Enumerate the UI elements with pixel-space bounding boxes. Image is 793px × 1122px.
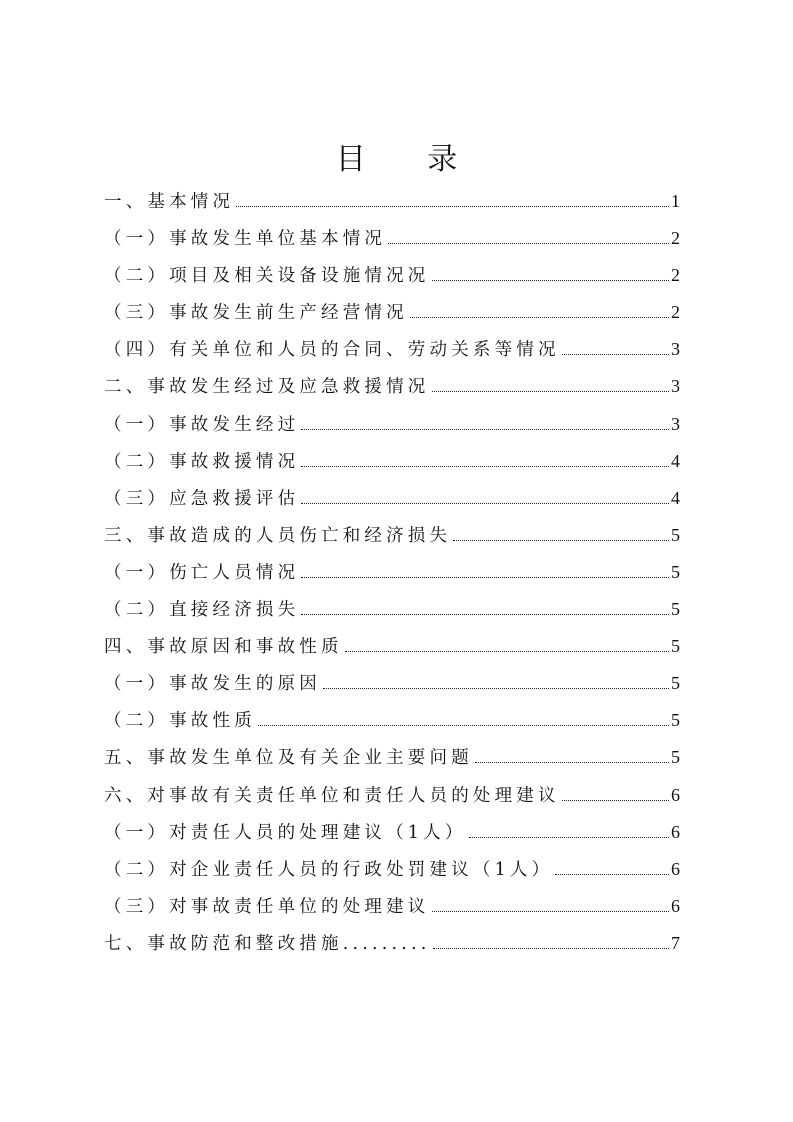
toc-entry-label: 四、事故原因和事故性质 [104, 637, 343, 658]
toc-dot-leader [388, 243, 669, 244]
toc-entry-page: 5 [671, 636, 680, 657]
toc-entry-page: 3 [671, 413, 680, 434]
toc-entry[interactable] [104, 554, 680, 591]
toc-dot-leader [453, 540, 669, 541]
page-title: 目 录 [335, 142, 484, 177]
toc-entry[interactable] [104, 220, 680, 257]
toc-entry[interactable] [104, 257, 680, 294]
toc-entry-label: 一、基本情况 [104, 192, 235, 212]
toc-entry-label: （一）对责任人员的处理建议（1人） [104, 822, 467, 843]
toc-entry-page: 3 [671, 376, 680, 397]
toc-entry-label: （二）事故救援情况 [104, 451, 300, 472]
toc-entry-page: 2 [671, 302, 680, 323]
toc-entry[interactable] [104, 628, 680, 665]
toc-entry-label: （四）有关单位和人员的合同、劳动关系等情况 [104, 340, 560, 361]
toc-dot-leader [433, 948, 669, 949]
toc-entry-label: 七、事故防范和整改措施......... [104, 933, 431, 954]
toc-dot-leader [323, 688, 669, 689]
toc-entry-page: 5 [671, 710, 680, 731]
toc-entry-page: 6 [671, 784, 680, 805]
toc-entry-page: 5 [671, 747, 680, 768]
toc-dot-leader [301, 466, 669, 467]
toc-dot-leader [301, 577, 669, 578]
table-of-contents [104, 183, 680, 962]
toc-entry-label: 五、事故发生单位及有关企业主要问题 [104, 748, 473, 769]
toc-entry-page: 1 [671, 191, 680, 211]
toc-entry-page: 2 [671, 228, 680, 249]
toc-entry-label: （二）项目及相关设备设施情况况 [104, 266, 430, 287]
toc-entry-label: 三、事故造成的人员伤亡和经济损失 [104, 525, 452, 546]
toc-dot-leader [469, 837, 669, 838]
toc-entry-page: 6 [671, 858, 680, 879]
toc-entry-label: （三）事故发生前生产经营情况 [104, 303, 408, 324]
toc-entry[interactable] [104, 888, 680, 925]
toc-entry[interactable] [104, 183, 680, 220]
toc-entry[interactable] [104, 480, 680, 517]
toc-entry-label: （三）应急救援评估 [104, 488, 300, 509]
toc-entry[interactable] [104, 814, 680, 851]
toc-entry-label: （一）事故发生单位基本情况 [104, 229, 387, 250]
toc-entry[interactable] [104, 517, 680, 554]
toc-entry-label: （二）事故性质 [104, 711, 256, 732]
toc-dot-leader [410, 317, 669, 318]
toc-dot-leader [432, 280, 670, 281]
toc-entry[interactable] [104, 739, 680, 776]
toc-entry-label: （一）事故发生经过 [104, 414, 300, 435]
toc-dot-leader [236, 206, 669, 207]
toc-dot-leader [432, 911, 670, 912]
toc-entry-page: 7 [671, 932, 680, 953]
toc-dot-leader [562, 800, 669, 801]
toc-entry-label: （二）对企业责任人员的行政处罚建议（1人） [104, 859, 554, 880]
toc-dot-leader [301, 614, 669, 615]
toc-entry-page: 6 [671, 821, 680, 842]
toc-entry-label: （一）伤亡人员情况 [104, 562, 300, 583]
toc-entry-page: 2 [671, 265, 680, 286]
toc-entry-page: 3 [671, 339, 680, 360]
toc-dot-leader [562, 354, 669, 355]
toc-entry-page: 4 [671, 450, 680, 471]
toc-entry[interactable] [104, 851, 680, 888]
toc-entry-label: 六、对事故有关责任单位和责任人员的处理建议 [104, 785, 560, 806]
toc-dot-leader [432, 391, 670, 392]
toc-entry-label: （一）事故发生的原因 [104, 674, 321, 695]
toc-entry-page: 4 [671, 487, 680, 508]
toc-entry-label: （三）对事故责任单位的处理建议 [104, 896, 430, 917]
toc-entry[interactable] [104, 591, 680, 628]
toc-dot-leader [301, 503, 669, 504]
toc-entry-label: 二、事故发生经过及应急救援情况 [104, 377, 430, 398]
toc-entry-page: 5 [671, 561, 680, 582]
toc-entry[interactable] [104, 406, 680, 443]
toc-entry[interactable] [104, 665, 680, 702]
toc-entry[interactable] [104, 443, 680, 480]
toc-entry-page: 5 [671, 524, 680, 545]
toc-entry-page: 5 [671, 673, 680, 694]
toc-dot-leader [475, 762, 669, 763]
toc-entry[interactable] [104, 925, 680, 962]
toc-dot-leader [301, 429, 669, 430]
toc-entry-page: 6 [671, 895, 680, 916]
toc-entry[interactable] [104, 331, 680, 368]
toc-dot-leader [345, 651, 669, 652]
toc-entry[interactable] [104, 702, 680, 739]
toc-entry-page: 5 [671, 599, 680, 620]
toc-entry[interactable] [104, 368, 680, 405]
toc-entry-label: （二）直接经济损失 [104, 600, 300, 621]
toc-dot-leader [258, 725, 669, 726]
toc-entry[interactable] [104, 777, 680, 814]
toc-entry[interactable] [104, 294, 680, 331]
toc-dot-leader [555, 874, 669, 875]
